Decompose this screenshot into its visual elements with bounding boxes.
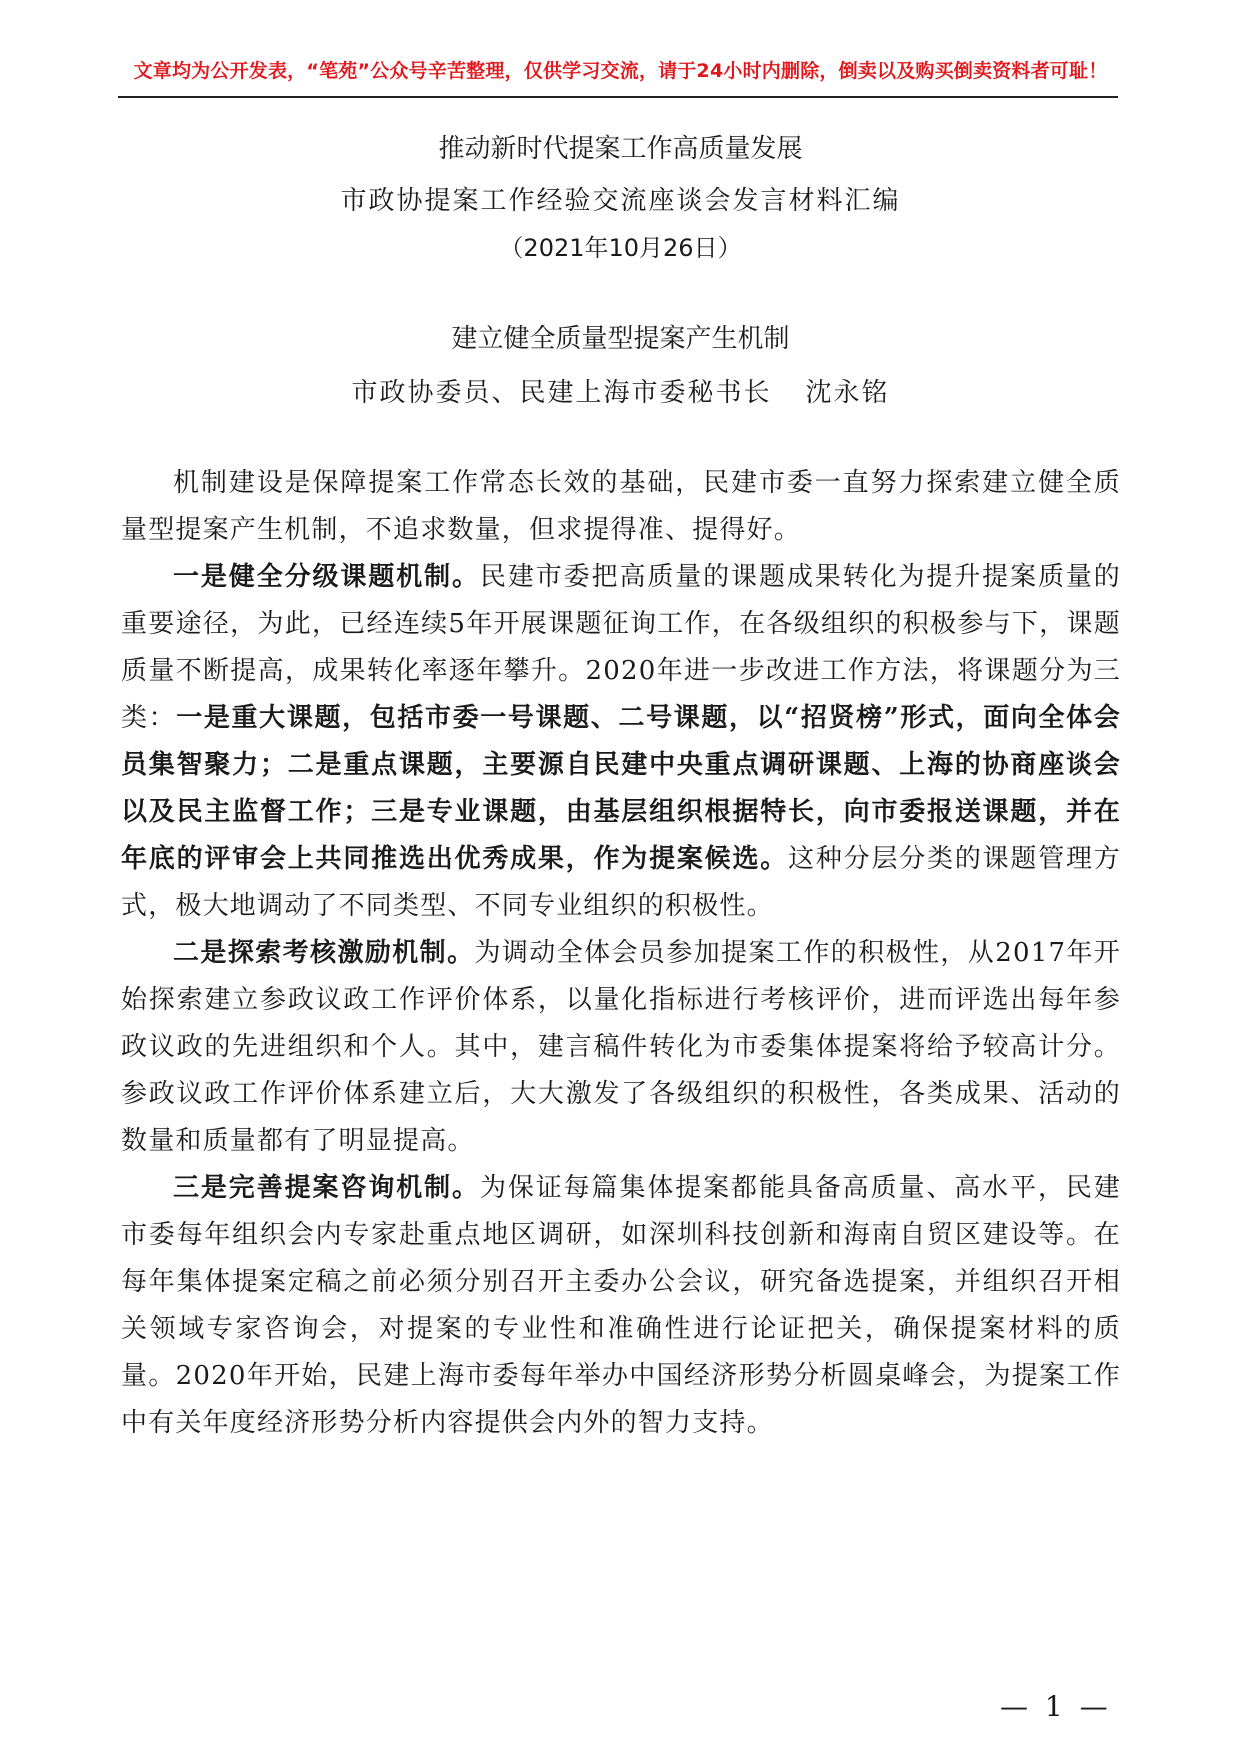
- disclaimer-banner: 文章均为公开发表，“笔苑”公众号辛苦整理，仅供学习交流，请于24小时内删除，倒卖以及购买倒卖资料者可耻！: [133, 60, 1108, 82]
- paragraph-topics-lead: 一是健全分级课题机制。: [173, 562, 480, 592]
- paragraph-incentive-text: 为调动全体会员参加提案工作的积极性，从2017年开始探索建立参政议政工作评价体系，以量化指标进行考核评价，进而评选出每年参政议政的先进组织和个人。其中，建言稿件转化为市委集体提案将给予较高计分。参政议政工作评价体系建立后，大大激发了各级组织的积极性，各类成果、活动的数量和质量都有了明显提高。: [121, 938, 1122, 1156]
- page-number: — 1 —: [1000, 1690, 1112, 1723]
- paragraph-incentive: [121, 930, 1121, 1165]
- collection-subtitle: 市政协提案工作经验交流座谈会发言材料汇编: [340, 186, 901, 216]
- author-role: 市政协委员、民建上海市委秘书长: [351, 378, 772, 408]
- article-title: 建立健全质量型提案产生机制: [451, 324, 790, 354]
- author-name: 沈永铭: [805, 378, 890, 408]
- paragraph-incentive-lead: 二是探索考核激励机制。: [173, 938, 475, 968]
- paragraph-topics-bold: 一是重大课题，包括市委一号课题、二号课题，以“招贤榜”形式，面向全体会员集智聚力；二是重点课题，主要源自民建中央重点调研课题、上海的协商座谈会以及民主监督工作；三是专业课题，由基层组织根据特长，向市委报送课题，并在年底的评审会上共同推选出优秀成果，作为提案候选。: [121, 703, 1121, 874]
- paragraph-intro: 机制建设是保障提案工作常态长效的基础，民建市委一直努力探索建立健全质量型提案产生机制，不追求数量，但求提得准、提得好。: [121, 468, 1121, 545]
- paragraph-consult: [121, 1165, 1121, 1447]
- collection-date: （2021年10月26日）: [499, 234, 742, 262]
- article-byline: [0, 372, 1241, 409]
- paragraph-topics-text-a: 民建市委把高质量的课题成果转化为提升提案质量的重要途径，为此，已经连续5年开展课题征询工作，在各级组织的积极参与下，课题质量不断提高，成果转化率逐年攀升。2020年进一步改进工作方法，将课题分为三类：: [121, 562, 1121, 733]
- collection-title: 推动新时代提案工作高质量发展: [438, 134, 803, 164]
- article-body: [121, 460, 1121, 1447]
- paragraph-topics-text-b: 这种分层分类的课题管理方式，极大地调动了不同类型、不同专业组织的积极性。: [121, 844, 1121, 921]
- paragraph-consult-text: 为保证每篇集体提案都能具备高质量、高水平，民建市委每年组织会内专家赴重点地区调研，如深圳科技创新和海南自贸区建设等。在每年集体提案定稿之前必须分别召开主委办公会议，研究备选提案，并组织召开相关领域专家咨询会，对提案的专业性和准确性进行论证把关，确保提案材料的质量。2020年开始，民建上海市委每年举办中国经济形势分析圆桌峰会，为提案工作中有关年度经济形势分析内容提供会内外的智力支持。: [121, 1173, 1121, 1438]
- paragraph-topics: [121, 554, 1121, 930]
- header-divider: [118, 96, 1118, 98]
- paragraph-consult-lead: 三是完善提案咨询机制。: [173, 1173, 480, 1203]
